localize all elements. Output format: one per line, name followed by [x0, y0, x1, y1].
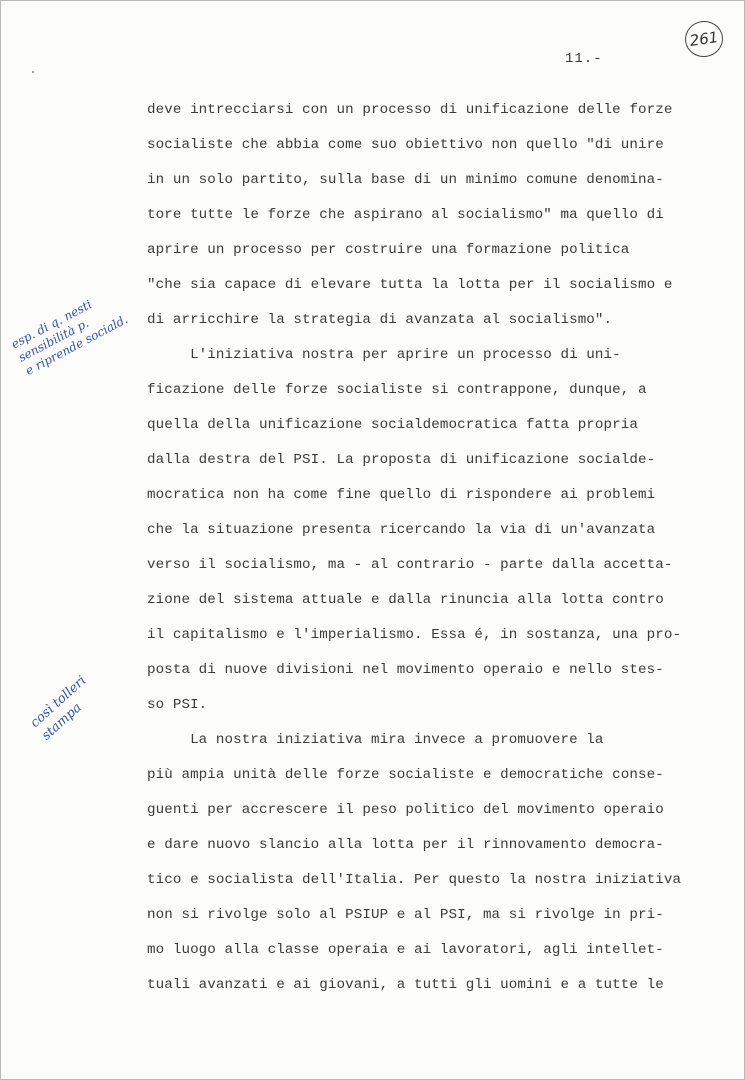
text-line: tico e socialista dell'Italia. Per questo la nostra iniziativa — [147, 872, 682, 888]
text-line: ficazione delle forze socialiste si contrappone, dunque, a — [147, 382, 647, 398]
stamp-number: 261 — [688, 28, 720, 50]
text-line: dalla destra del PSI. La proposta di unificazione socialde- — [147, 452, 656, 468]
text-line: non si rivolge solo al PSIUP e al PSI, ma si rivolge in pri- — [147, 907, 664, 923]
text-line: di arricchire la strategia di avanzata al socialismo". — [147, 312, 613, 328]
text-line: "che sia capace di elevare tutta la lotta per il socialismo e — [147, 277, 673, 293]
text-line: deve intrecciarsi con un processo di unificazione delle forze — [147, 102, 673, 118]
text-line: e dare nuovo slancio alla lotta per il rinnovamento democra- — [147, 837, 664, 853]
text-line: zione del sistema attuale e dalla rinuncia alla lotta contro — [147, 592, 664, 608]
text-line: L'iniziativa nostra per aprire un processo di uni- — [147, 347, 621, 363]
speck — [32, 71, 34, 73]
page-number: 11.- — [565, 51, 603, 67]
handwritten-margin-note-1: esp. di q. nesti sensibilità p. e riprende sociald. — [9, 297, 131, 378]
text-line: più ampia unità delle forze socialiste e democratiche conse- — [147, 767, 664, 783]
text-line: mocratica non ha come fine quello di rispondere ai problemi — [147, 487, 656, 503]
handwritten-margin-note-2: così tolleri stampa — [27, 673, 90, 744]
text-line: che la situazione presenta ricercando la via di un'avanzata — [147, 522, 656, 538]
text-line: mo luogo alla classe operaia e ai lavoratori, agli intellet- — [147, 942, 664, 958]
text-line: La nostra iniziativa mira invece a promuovere la — [147, 732, 604, 748]
text-line: in un solo partito, sulla base di un minimo comune denomina- — [147, 172, 664, 188]
text-line: quella della unificazione socialdemocratica fatta propria — [147, 417, 638, 433]
archive-stamp — [683, 19, 726, 60]
text-line: socialiste che abbia come suo obiettivo non quello "di unire — [147, 137, 664, 153]
text-line: tuali avanzati e ai giovani, a tutti gli uomini e a tutte le — [147, 977, 664, 993]
text-line: aprire un processo per costruire una formazione politica — [147, 242, 630, 258]
text-line: guenti per accrescere il peso politico del movimento operaio — [147, 802, 664, 818]
text-line: il capitalismo e l'imperialismo. Essa é, in sostanza, una pro- — [147, 627, 682, 643]
text-line: tore tutte le forze che aspirano al socialismo" ma quello di — [147, 207, 664, 223]
text-line: verso il socialismo, ma - al contrario - parte dalla accetta- — [147, 557, 673, 573]
text-line: so PSI. — [147, 697, 208, 713]
text-line: posta di nuove divisioni nel movimento operaio e nello stes- — [147, 662, 664, 678]
